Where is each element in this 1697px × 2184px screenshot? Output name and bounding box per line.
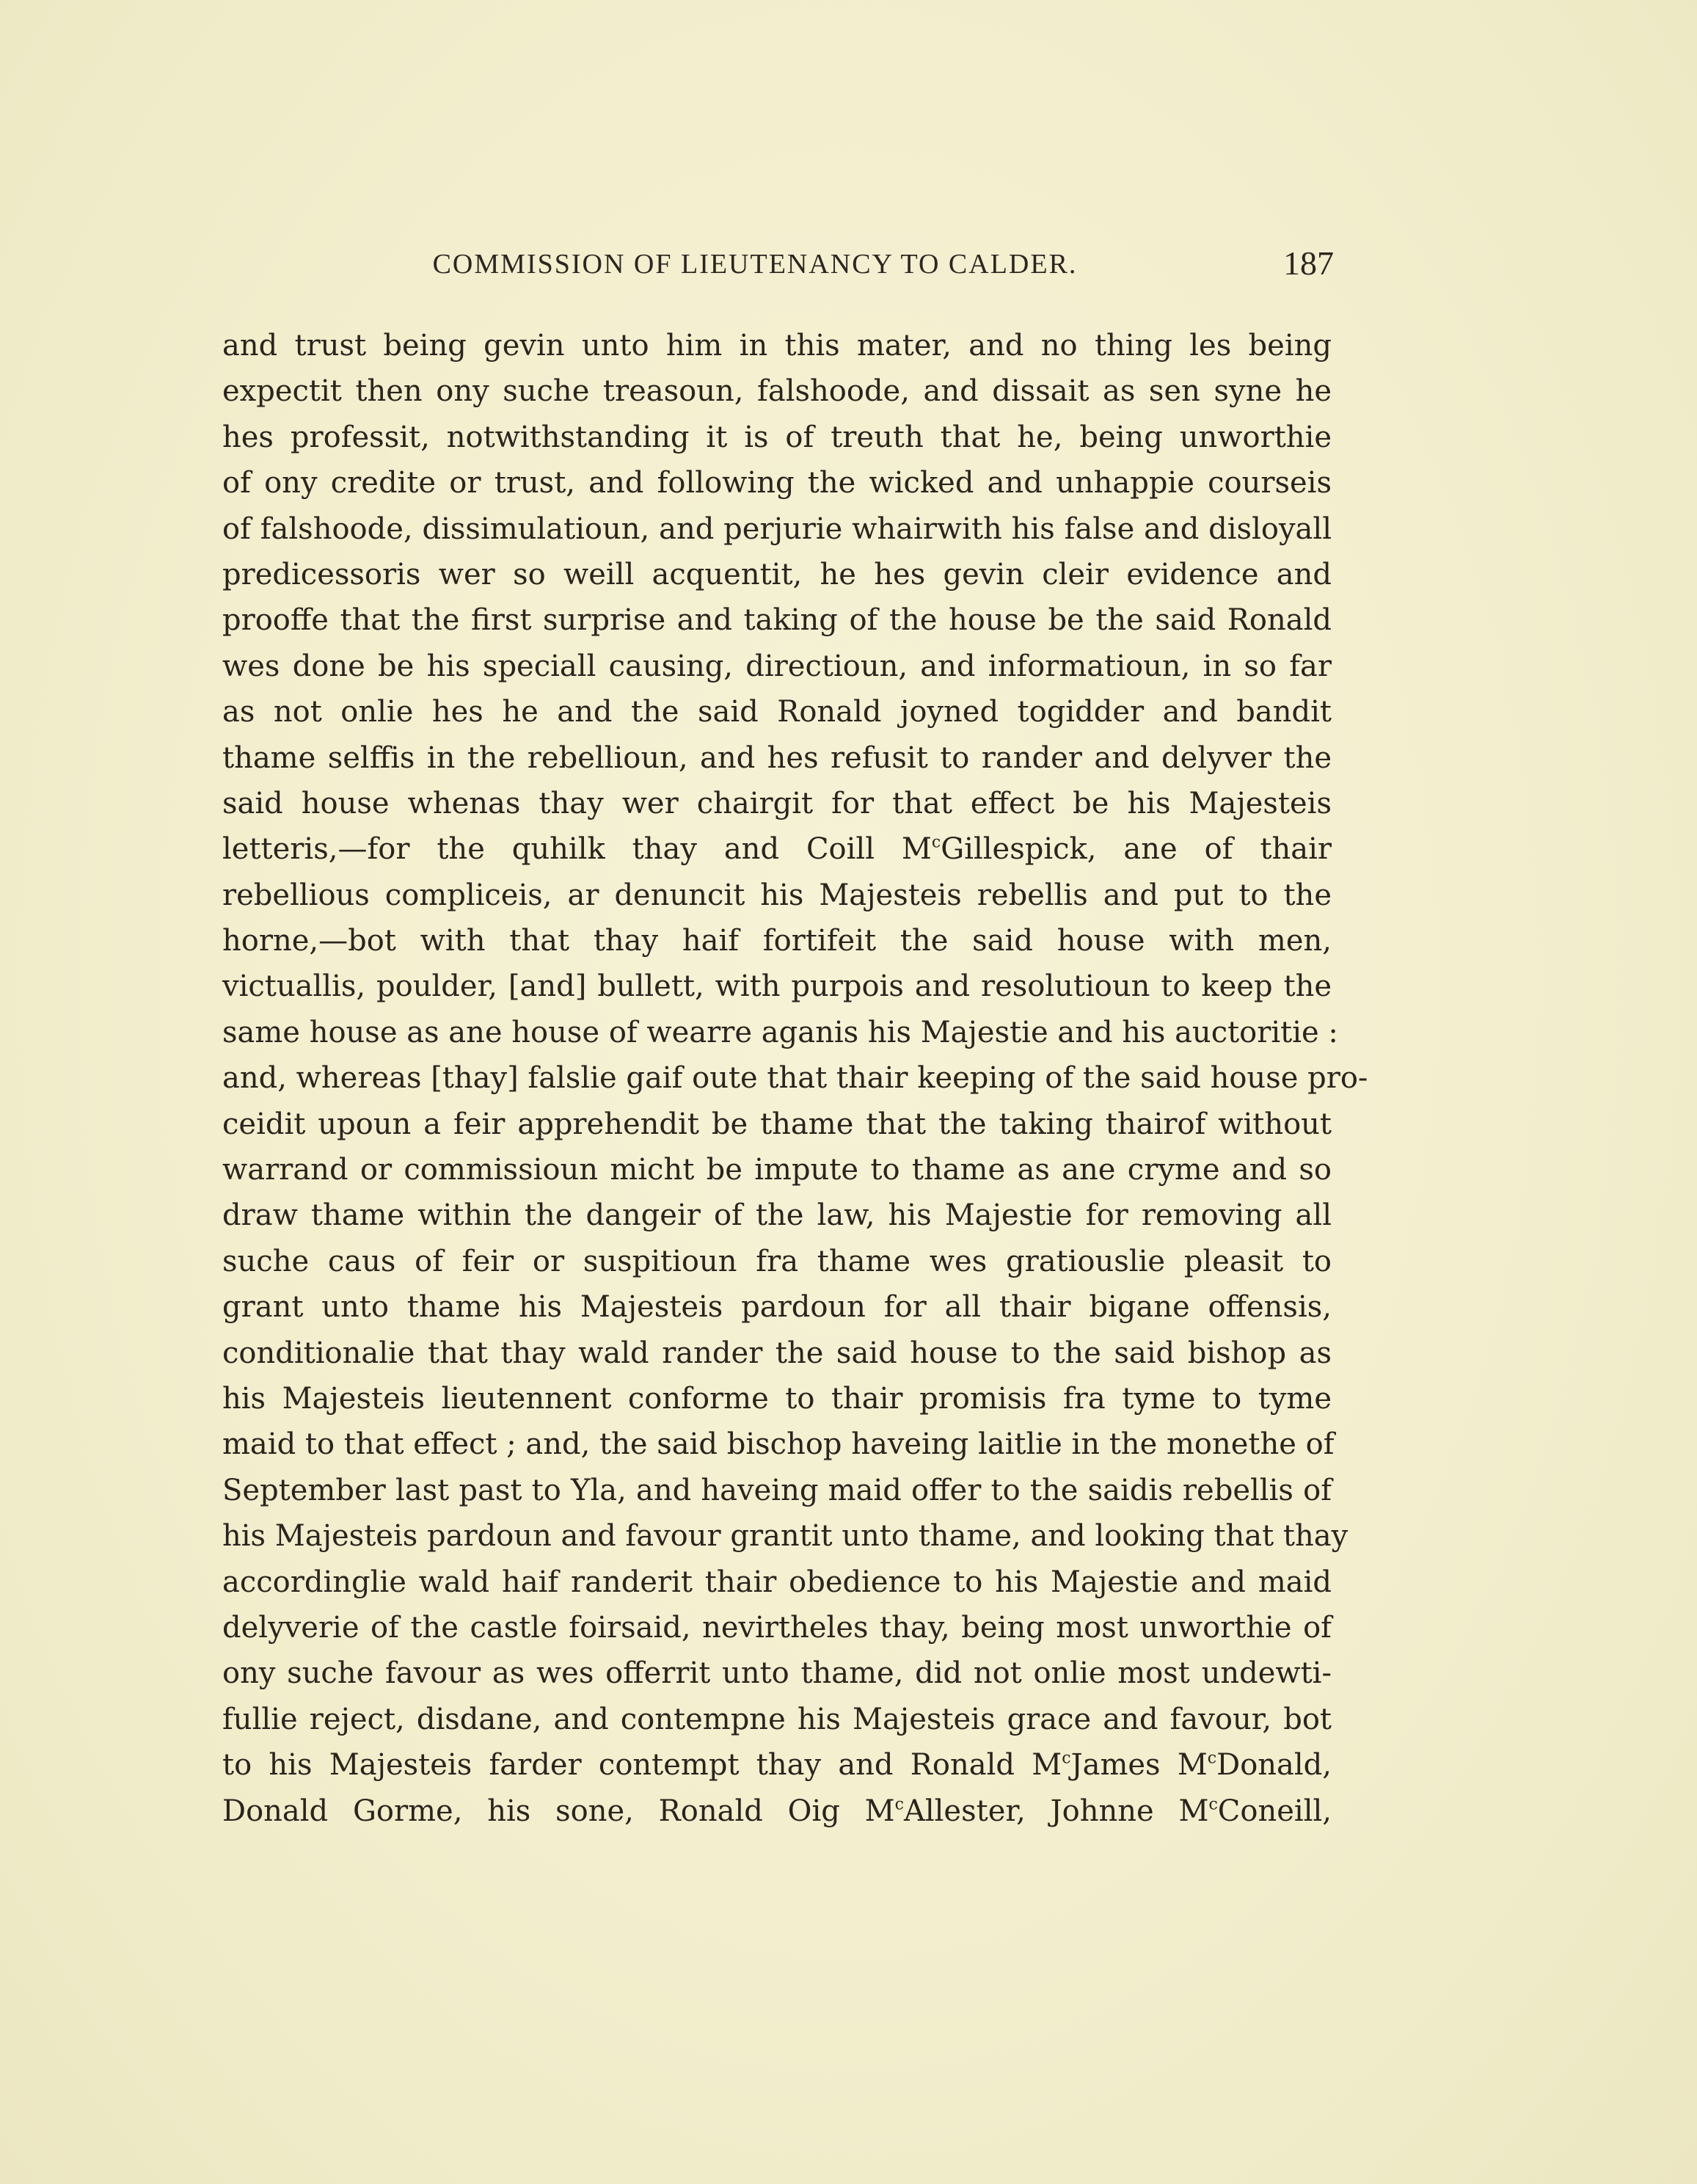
text-line: hes professit, notwithstanding it is of treuth that he, being unworthie [222,420,1332,454]
text-line: Donald Gorme, his sone, Ronald Oig $M^cAllester$, Johnne $M^cConeill$, [222,1794,1332,1828]
text-line: as not onlie hes he and the said Ronald joyned togidder and bandit [222,695,1332,729]
text-line: same house as ane house of wearre aganis his Majestie and his auctoritie : [222,1015,1338,1049]
text-line: of ony credite or trust, and following the wicked and unhappie courseis [222,466,1332,500]
text-line: suche caus of feir or suspitioun fra thame wes gratiouslie pleasit to [222,1244,1332,1278]
text-line: delyverie of the castle foirsaid, nevirtheles thay, being most unworthie of [222,1610,1332,1645]
text-line: conditionalie that thay wald rander the said house to the said bishop as [222,1336,1332,1370]
text-line: prooffe that the first surprise and taking of the house be the said Ronald [222,603,1332,638]
text-line: rebellious compliceis, ar denuncit his Majesteis rebellis and put to the [222,878,1332,912]
text-line: maid to that effect ; and, the said bischop haveing laitlie in the monethe of [222,1427,1335,1462]
page-number: 187 [1283,244,1334,282]
text-line: and, whereas [thay] falslie gaif oute that thair keeping of the said house pro- [222,1061,1368,1096]
text-line: and trust being gevin unto him in this mater, and no thing les being [222,329,1332,363]
text-line: thame selffis in the rebellioun, and hes refusit to rander and delyver the [222,740,1332,775]
text-line: grant unto thame his Majesteis pardoun for all thair bigane offensis, [222,1290,1332,1325]
text-line: of falshoode, dissimulatioun, and perjurie whairwith his false and disloyall [222,512,1332,546]
text-line: letteris,—for the quhilk thay and Coill $M^cGillespick$, ane of thair [222,832,1332,867]
body-text [222,323,1368,1834]
text-line: his Majesteis lieutennent conforme to thair promisis fra tyme to tyme [222,1381,1332,1416]
text-line: ony suche favour as wes offerrit unto thame, did not onlie most undewti- [222,1656,1332,1691]
text-line: ceidit upoun a feir apprehendit be thame that the taking thairof without [222,1107,1332,1141]
text-line: wes done be his speciall causing, directioun, and informatioun, in so far [222,649,1332,683]
text-line: expectit then ony suche treasoun, falshoode, and dissait as sen syne he [222,374,1332,409]
text-line: victuallis, poulder, [and] bullett, with purpois and resolutioun to keep the [222,969,1332,1004]
text-line: horne,—bot with that thay haif fortifeit the said house with men, [222,924,1332,958]
running-title: COMMISSION OF LIEUTENANCY TO CALDER. [432,249,1078,280]
text-line: accordinglie wald haif randerit thair obedience to his Majestie and maid [222,1565,1332,1599]
text-line: warrand or commissioun micht be impute to thame as ane cryme and so [222,1153,1332,1187]
text-line: predicessoris wer so weill acquentit, he hes gevin cleir evidence and [222,557,1332,592]
running-head [220,244,1334,288]
text-line: fullie reject, disdane, and contempne his Majesteis grace and favour, bot [222,1702,1332,1736]
text-line: to his Majesteis farder contempt thay and Ronald $M^cJames$ $M^cDonald$, [222,1748,1332,1783]
text-line: draw thame within the dangeir of the law, his Majestie for removing all [222,1198,1332,1233]
text-line: his Majesteis pardoun and favour grantit unto thame, and looking that thay [222,1519,1349,1554]
text-line: September last past to Yla, and haveing maid offer to the saidis rebellis of [222,1473,1332,1507]
text-line: said house whenas thay wer chairgit for that effect be his Majesteis [222,786,1332,820]
